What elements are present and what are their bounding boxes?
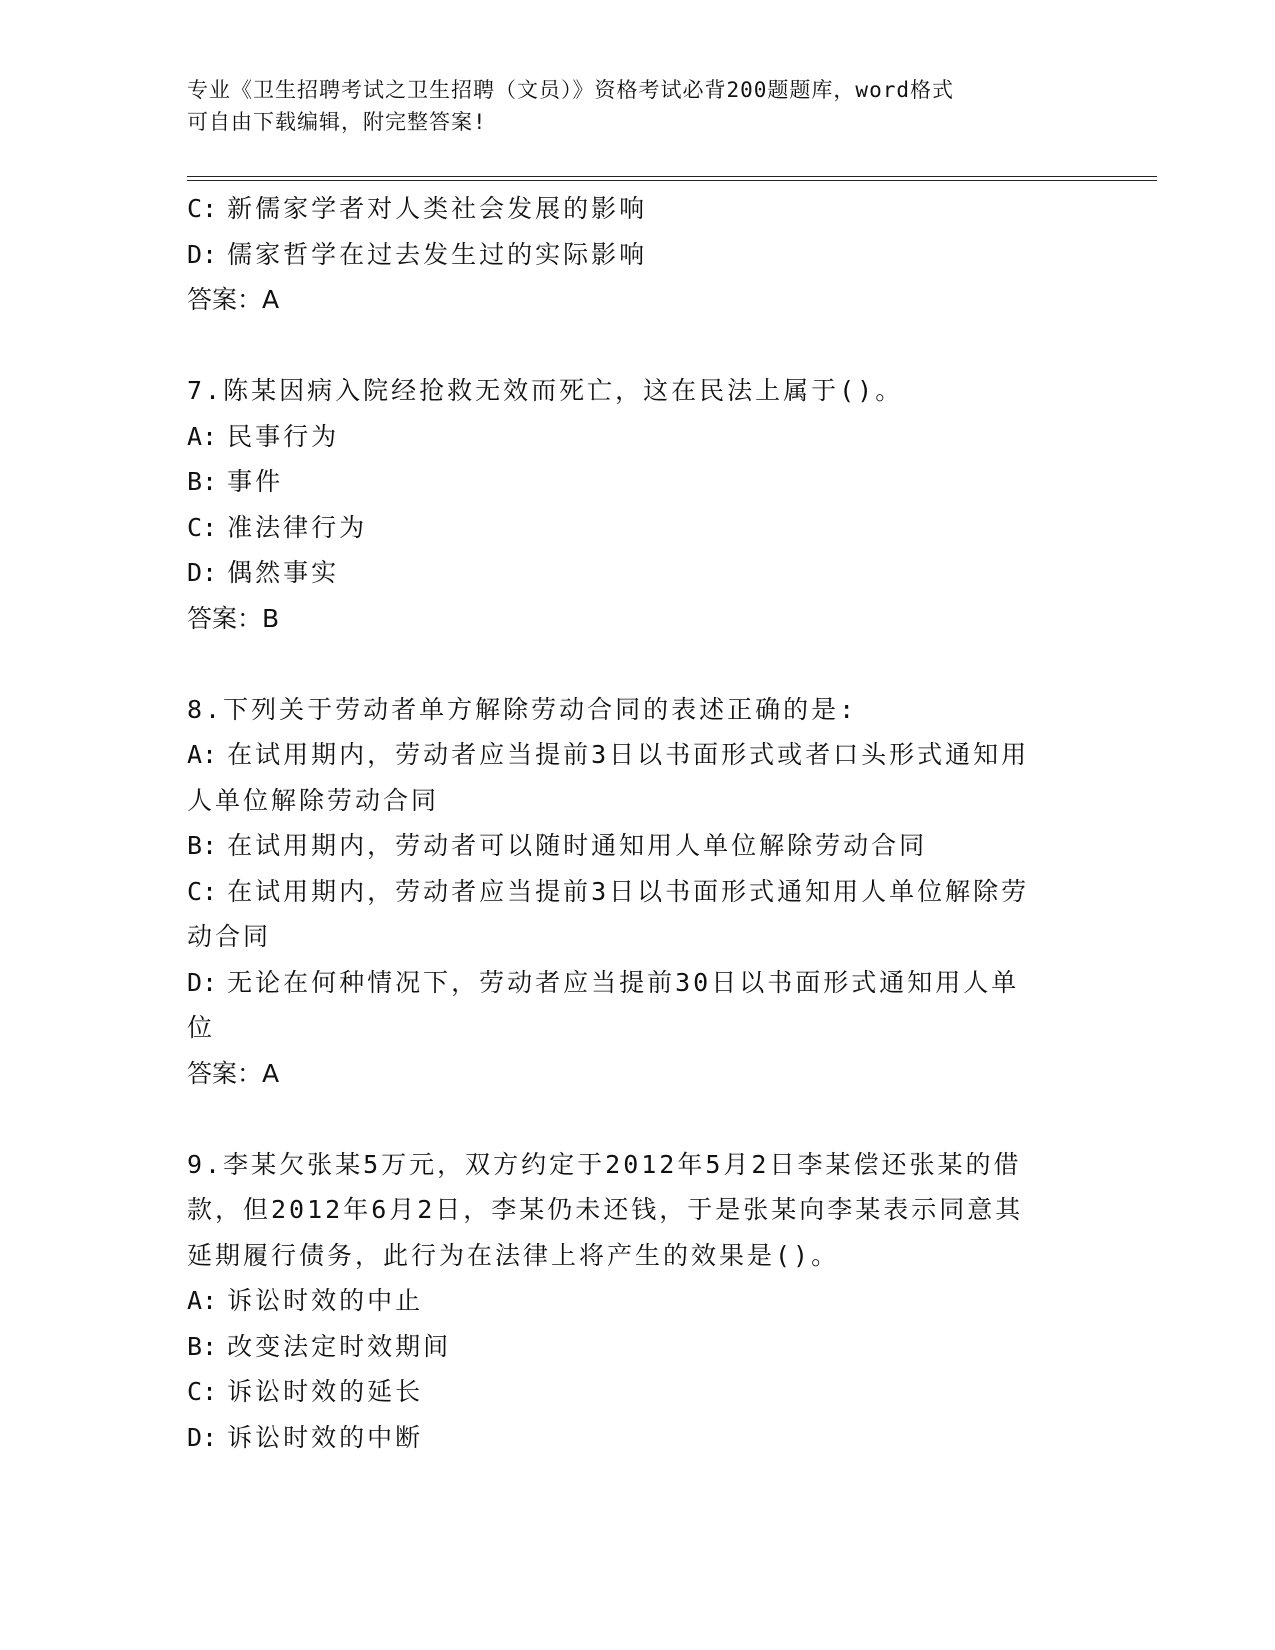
option-prefix: D: bbox=[187, 239, 218, 269]
option-d bbox=[187, 550, 1077, 596]
option-c bbox=[187, 505, 1077, 551]
option-prefix: D: bbox=[187, 558, 218, 587]
option-d-continued: 位 bbox=[187, 1013, 216, 1042]
option-text: 新儒家学者对人类社会发展的影响 bbox=[227, 194, 648, 223]
option-prefix: A: bbox=[187, 740, 218, 769]
question-stem-continued: 延期履行债务，此行为在法律上将产生的效果是()。 bbox=[187, 1240, 840, 1270]
page-header bbox=[187, 74, 1087, 138]
option-prefix: B: bbox=[187, 1331, 218, 1361]
answer-line: 答案：A bbox=[187, 1058, 280, 1088]
option-text: 诉讼时效的中止 bbox=[227, 1286, 424, 1315]
option-text: 在试用期内，劳动者应当提前3日以书面形式或者口头形式通知用 bbox=[227, 740, 1030, 769]
question-8 bbox=[187, 687, 1077, 1097]
option-text: 民事行为 bbox=[227, 421, 340, 451]
question-6-options bbox=[187, 186, 1077, 323]
header-line-1: 专业《卫生招聘考试之卫生招聘（文员）》资格考试必背200题题库，word格式 bbox=[187, 78, 954, 102]
option-prefix: A: bbox=[187, 421, 218, 451]
answer-line: 答案：A bbox=[187, 285, 280, 314]
question-content bbox=[187, 186, 1077, 1460]
option-prefix: D: bbox=[187, 967, 218, 997]
option-b bbox=[187, 823, 1077, 869]
option-text: 在试用期内，劳动者可以随时通知用人单位解除劳动合同 bbox=[227, 831, 928, 860]
option-prefix: C: bbox=[187, 876, 218, 906]
option-c bbox=[187, 186, 1077, 232]
option-text: 在试用期内，劳动者应当提前3日以书面形式通知用人单位解除劳 bbox=[227, 876, 1030, 906]
header-divider bbox=[187, 176, 1157, 181]
option-prefix: C: bbox=[187, 194, 218, 223]
option-prefix: C: bbox=[187, 512, 218, 542]
option-d bbox=[187, 960, 1077, 1006]
option-d bbox=[187, 1415, 1077, 1461]
option-a-continued: 人单位解除劳动合同 bbox=[187, 785, 440, 815]
option-c bbox=[187, 1369, 1077, 1415]
option-text: 儒家哲学在过去发生过的实际影响 bbox=[227, 239, 648, 269]
option-a bbox=[187, 414, 1077, 460]
option-a bbox=[187, 732, 1077, 778]
option-c bbox=[187, 869, 1077, 915]
option-prefix: C: bbox=[187, 1377, 218, 1406]
question-stem: 7.陈某因病入院经抢救无效而死亡，这在民法上属于()。 bbox=[187, 376, 904, 405]
option-d bbox=[187, 232, 1077, 278]
option-text: 偶然事实 bbox=[227, 558, 340, 587]
spacer bbox=[187, 323, 1077, 369]
option-text: 改变法定时效期间 bbox=[227, 1331, 452, 1361]
option-b bbox=[187, 459, 1077, 505]
option-prefix: D: bbox=[187, 1422, 218, 1452]
option-text: 准法律行为 bbox=[227, 512, 368, 542]
option-prefix: B: bbox=[187, 831, 218, 860]
option-prefix: B: bbox=[187, 467, 218, 496]
question-9 bbox=[187, 1142, 1077, 1461]
question-stem: 9.李某欠张某5万元，双方约定于2012年5月2日李某偿还张某的借 bbox=[187, 1149, 1022, 1179]
answer-line: 答案：B bbox=[187, 603, 280, 633]
option-text: 无论在何种情况下，劳动者应当提前30日以书面形式通知用人单 bbox=[227, 967, 1020, 997]
header-line-2: 可自由下载编辑，附完整答案! bbox=[187, 110, 487, 134]
option-prefix: A: bbox=[187, 1286, 218, 1315]
question-7 bbox=[187, 368, 1077, 641]
option-text: 诉讼时效的延长 bbox=[227, 1377, 424, 1406]
option-text: 事件 bbox=[227, 467, 284, 496]
option-text: 诉讼时效的中断 bbox=[227, 1422, 424, 1452]
option-c-continued: 动合同 bbox=[187, 922, 272, 951]
spacer bbox=[187, 1096, 1077, 1142]
spacer bbox=[187, 641, 1077, 687]
option-b bbox=[187, 1324, 1077, 1370]
question-stem-continued: 款，但2012年6月2日，李某仍未还钱，于是张某向李某表示同意其 bbox=[187, 1195, 1024, 1224]
question-stem: 8.下列关于劳动者单方解除劳动合同的表述正确的是: bbox=[187, 694, 858, 724]
option-a bbox=[187, 1278, 1077, 1324]
